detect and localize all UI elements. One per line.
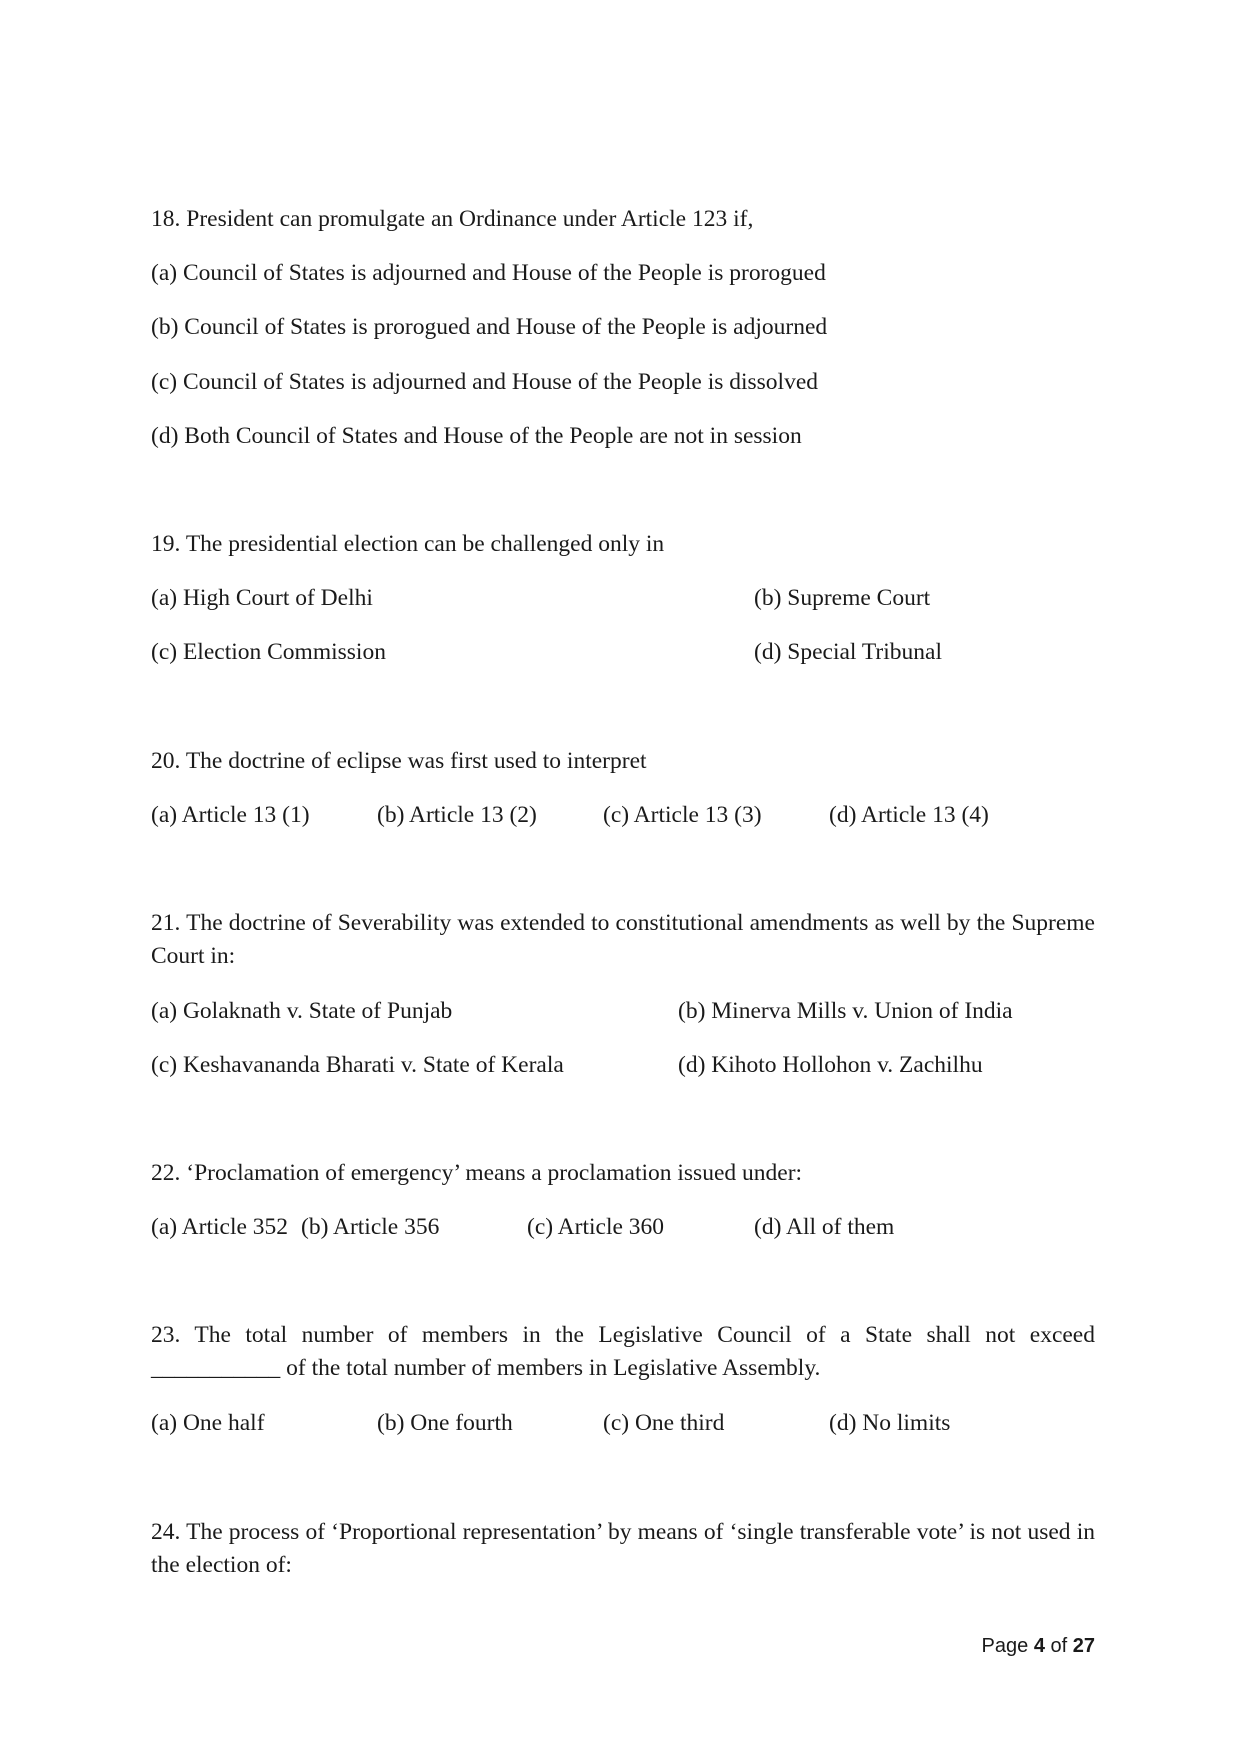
question-18-option-c: (c) Council of States is adjourned and House of the People is dissolved	[151, 369, 819, 395]
question-22-option-b: (b) Article 356	[301, 1214, 440, 1240]
page-number-current: 4	[1033, 1635, 1045, 1657]
question-18-option-d: (d) Both Council of States and House of the People are not in session	[151, 423, 802, 449]
question-23-option-a: (a) One half	[151, 1410, 265, 1436]
question-20-option-c: (c) Article 13 (3)	[603, 802, 762, 828]
question-19-text: 19. The presidential election can be challenged only in	[151, 531, 665, 557]
question-22-option-a: (a) Article 352	[151, 1214, 289, 1240]
question-24-text: 24. The process of ‘Proportional representation’ by means of ‘single transferable vote’ is not used in the election of:	[151, 1519, 1095, 1578]
question-18-option-a: (a) Council of States is adjourned and House of the People is prorogued	[151, 260, 826, 286]
question-21-option-b: (b) Minerva Mills v. Union of India	[678, 998, 1013, 1024]
question-19-option-b: (b) Supreme Court	[754, 585, 931, 611]
question-23-option-b: (b) One fourth	[377, 1410, 513, 1436]
question-21-option-c: (c) Keshavananda Bharati v. State of Kerala	[151, 1052, 564, 1078]
question-20-text: 20. The doctrine of eclipse was first used to interpret	[151, 748, 647, 774]
question-21-option-d: (d) Kihoto Hollohon v. Zachilhu	[678, 1052, 983, 1078]
question-22-option-d: (d) All of them	[754, 1214, 895, 1240]
question-20-option-b: (b) Article 13 (2)	[377, 802, 537, 828]
question-19-option-d: (d) Special Tribunal	[754, 639, 942, 665]
question-21-option-a: (a) Golaknath v. State of Punjab	[151, 998, 453, 1024]
page-number	[982, 1632, 1095, 1660]
question-18-text: 18. President can promulgate an Ordinance under Article 123 if,	[151, 206, 754, 232]
question-22-text: 22. ‘Proclamation of emergency’ means a proclamation issued under:	[151, 1160, 803, 1186]
page-number-separator: of	[1050, 1635, 1068, 1657]
question-18-option-b: (b) Council of States is prorogued and House of the People is adjourned	[151, 314, 828, 340]
question-19-option-a: (a) High Court of Delhi	[151, 585, 373, 611]
page-number-prefix: Page	[981, 1635, 1029, 1657]
question-23-option-c: (c) One third	[603, 1410, 725, 1436]
question-20-option-d: (d) Article 13 (4)	[829, 802, 989, 828]
question-22-option-c: (c) Article 360	[527, 1214, 665, 1240]
question-20-option-a: (a) Article 13 (1)	[151, 802, 310, 828]
page-number-total: 27	[1072, 1635, 1095, 1657]
question-21-text: 21. The doctrine of Severability was extended to constitutional amendments as well by the Supreme Court in:	[151, 910, 1095, 969]
question-19-option-c: (c) Election Commission	[151, 639, 386, 665]
question-23-text: 23. The total number of members in the Legislative Council of a State shall not exceed ___________ of the total number of members in Legislative Assembly.	[151, 1322, 1095, 1381]
question-23-option-d: (d) No limits	[829, 1410, 951, 1436]
